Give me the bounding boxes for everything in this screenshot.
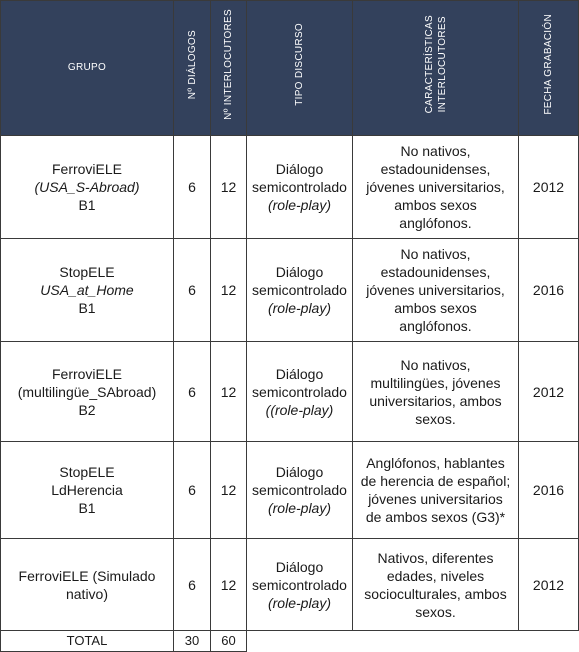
group-cell: FerroviELE (USA_S-Abroad) B1 xyxy=(1,136,174,239)
year-cell: 2012 xyxy=(519,136,579,239)
dialogs-cell: 6 xyxy=(174,136,211,239)
characteristics-cell: No nativos, multilingües, jóvenes universitarios, ambos sexos. xyxy=(353,342,519,442)
header-characteristics-label: CARACTERÍSTICAS INTERLOCUTORES xyxy=(423,15,448,114)
header-discourse-type xyxy=(247,1,353,136)
year-cell: 2016 xyxy=(519,239,579,342)
header-recording-date-label: FECHA GRABACIÓN xyxy=(543,14,554,115)
year-cell: 2012 xyxy=(519,342,579,442)
table-row xyxy=(1,136,579,239)
header-speakers xyxy=(211,1,247,136)
discourse-cell: Diálogo semicontrolado ((role-play) xyxy=(247,342,353,442)
discourse-cell: Diálogo semicontrolado (role-play) xyxy=(247,239,353,342)
year-cell: 2016 xyxy=(519,442,579,539)
discourse-cell: Diálogo semicontrolado (role-play) xyxy=(247,136,353,239)
characteristics-cell: No nativos, estadounidenses, jóvenes universitarios, ambos sexos anglófonos. xyxy=(353,136,519,239)
speakers-cell: 12 xyxy=(211,136,247,239)
table-row xyxy=(1,442,579,539)
total-speakers: 60 xyxy=(211,631,247,652)
speakers-cell: 12 xyxy=(211,239,247,342)
discourse-cell: Diálogo semicontrolado (role-play) xyxy=(247,539,353,631)
speakers-cell: 12 xyxy=(211,442,247,539)
header-characteristics xyxy=(353,1,519,136)
characteristics-cell: Nativos, diferentes edades, niveles socioculturales, ambos sexos. xyxy=(353,539,519,631)
total-label: TOTAL xyxy=(1,631,174,652)
total-dialogs: 30 xyxy=(174,631,211,652)
group-cell: FerroviELE (multilingüe_SAbroad) B2 xyxy=(1,342,174,442)
discourse-cell: Diálogo semicontrolado (role-play) xyxy=(247,442,353,539)
dialogs-cell: 6 xyxy=(174,239,211,342)
total-row xyxy=(1,631,579,652)
year-cell: 2012 xyxy=(519,539,579,631)
group-cell: FerroviELE (Simulado nativo) xyxy=(1,539,174,631)
header-group: GRUPO xyxy=(1,1,174,136)
speakers-cell: 12 xyxy=(211,342,247,442)
table-row xyxy=(1,239,579,342)
characteristics-cell: Anglófonos, hablantes de herencia de español; jóvenes universitarios de ambos sexos (G3)* xyxy=(353,442,519,539)
characteristics-cell: No nativos, estadounidenses, jóvenes universitarios, ambos sexos anglófonos. xyxy=(353,239,519,342)
group-cell: StopELE USA_at_Home B1 xyxy=(1,239,174,342)
header-dialogs-label: Nº DIÁLOGOS xyxy=(186,29,198,100)
header-discourse-type-label: TIPO DISCURSO xyxy=(294,23,305,106)
group-cell: StopELE LdHerencia B1 xyxy=(1,442,174,539)
header-speakers-label: Nº INTERLOCUTORES xyxy=(223,9,234,120)
dialogs-cell: 6 xyxy=(174,342,211,442)
empty-cell xyxy=(353,631,519,652)
dialogs-cell: 6 xyxy=(174,539,211,631)
header-recording-date xyxy=(519,1,579,136)
empty-cell xyxy=(519,631,579,652)
empty-cell xyxy=(247,631,353,652)
speakers-cell: 12 xyxy=(211,539,247,631)
table-header xyxy=(1,1,579,136)
table-row xyxy=(1,342,579,442)
header-dialogs xyxy=(174,1,211,136)
dialogs-cell: 6 xyxy=(174,442,211,539)
table-row xyxy=(1,539,579,631)
